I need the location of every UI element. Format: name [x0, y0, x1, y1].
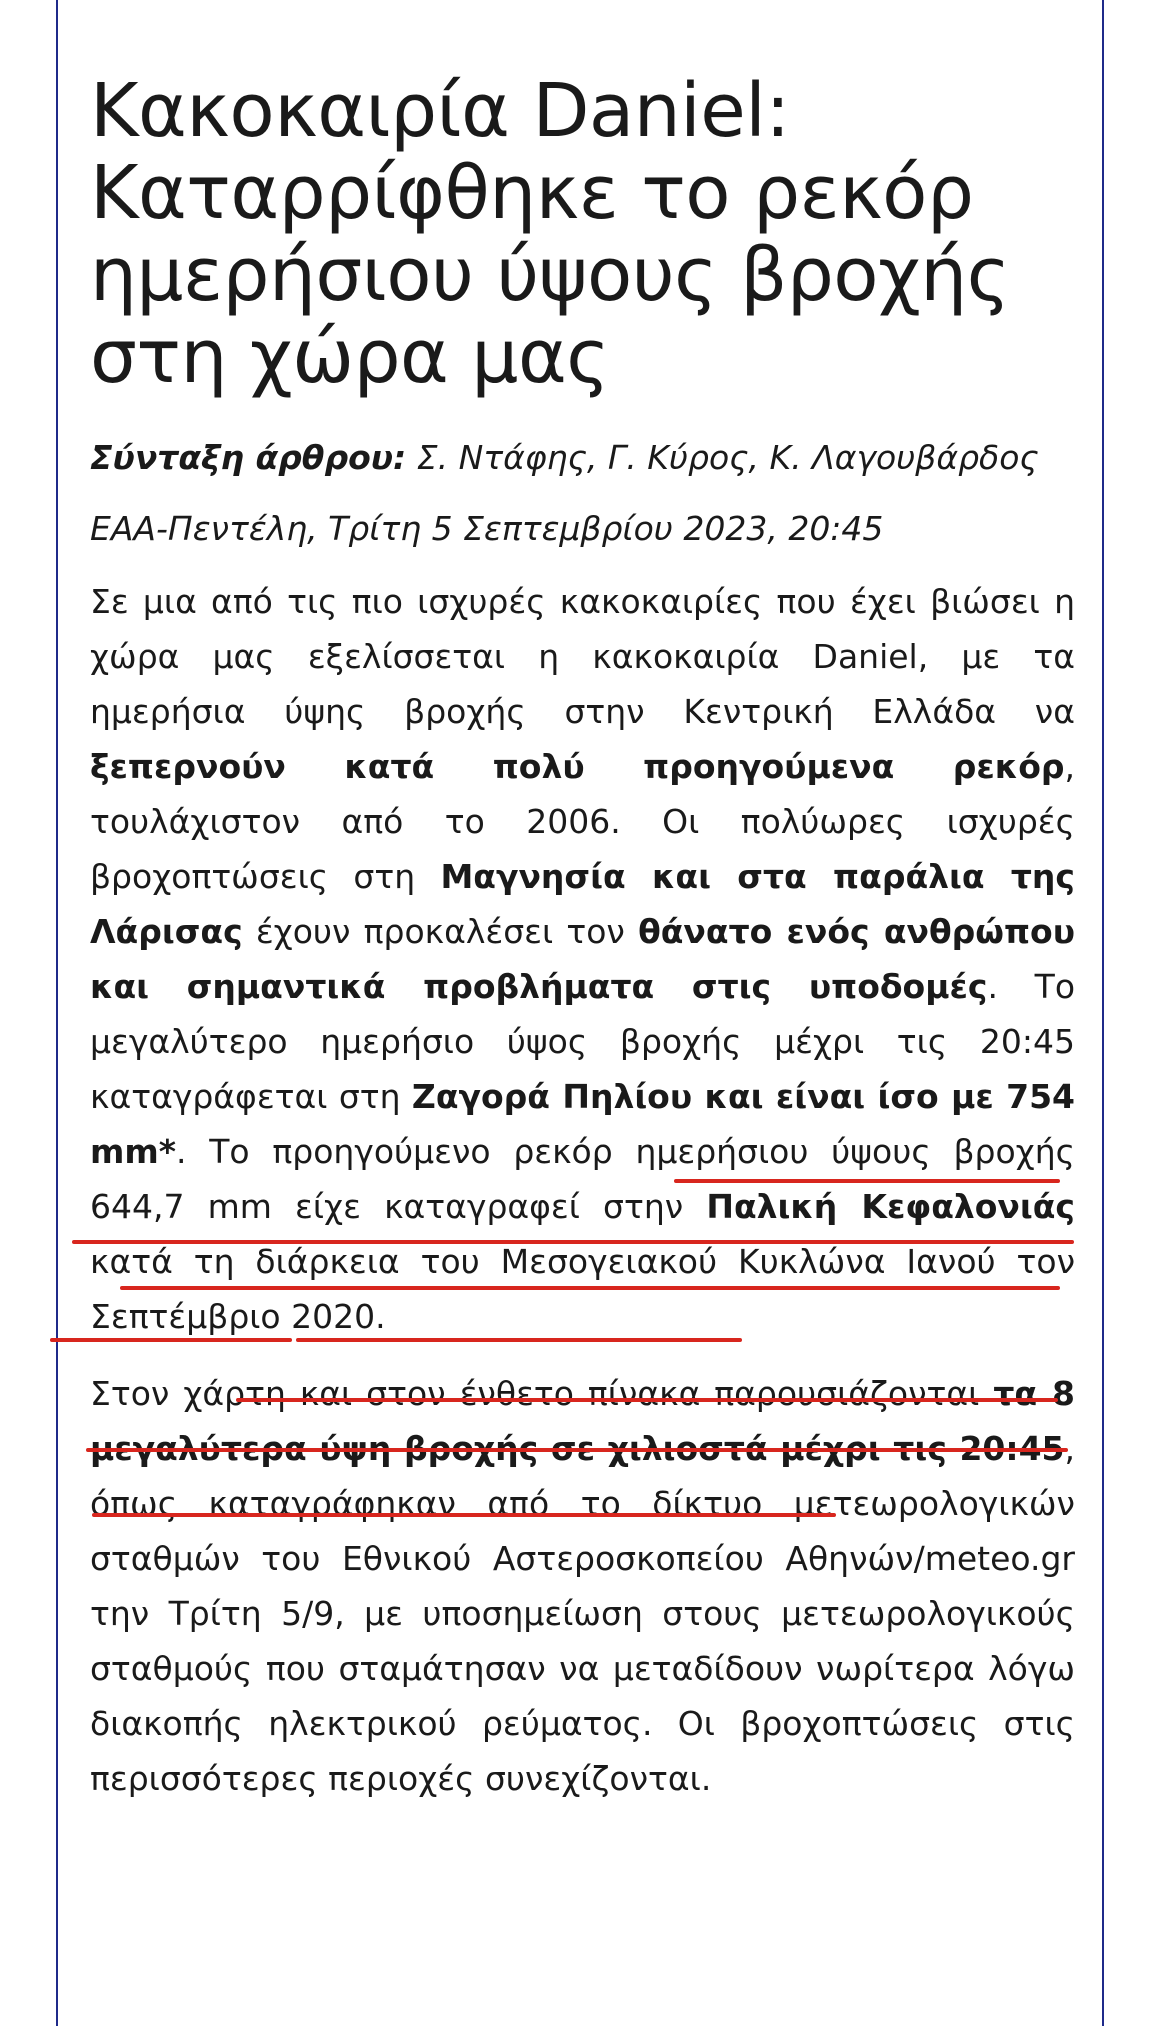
text-run: , τουλάχιστον από το 2006. Οι πολύωρες ισχυρές βροχοπτώσεις στη — [90, 747, 1075, 896]
article — [90, 70, 1075, 1806]
text-run: Στον χάρτη και στον ένθετο πίνακα παρουσιάζονται — [90, 1374, 994, 1413]
paragraph-2 — [90, 1366, 1075, 1806]
bold-run: τα 8 μεγαλύτερα ύψη βροχής σε χιλιοστά μέχρι τις 20:45 — [90, 1374, 1075, 1468]
text-run: . Το μεγαλύτερο ημερήσιο ύψος βροχής μέχρι τις 20:45 καταγράφεται στη — [90, 967, 1076, 1116]
text-run: έχουν προκαλέσει τον — [242, 912, 639, 951]
text-run: Σε μια από τις πιο ισχυρές κακοκαιρίες που έχει βιώσει η χώρα μας εξελίσσεται η κακοκαιρία Daniel, με τα ημερήσια ύψης βροχής στην Κεντρική Ελλάδα να — [90, 582, 1075, 731]
text-run: κατά τη διάρκεια του Μεσογειακού Κυκλώνα Ιανού τον Σεπτέμβριο 2020. — [90, 1242, 1075, 1336]
text-run: . Το προηγούμενο ρεκόρ ημερήσιου ύψους βροχής 644,7 mm είχε καταγραφεί στην — [90, 1132, 1075, 1226]
text-run: , όπως καταγράφηκαν από το δίκτυο μετεωρολογικών σταθμών του Εθνικού Αστεροσκοπείου Αθηνών/meteo.gr την Τρίτη 5/9, με υποσημείωση στους μετεωρολογικούς σταθμούς που σταμάτησαν να μεταδίδουν νωρίτερα λόγω διακοπής ηλεκτρικού ρεύματος. Οι βροχοπτώσεις στις περισσότερες περιοχές συνεχίζονται. — [90, 1429, 1075, 1798]
bold-run: Μαγνησία και στα παράλια της Λάρισας — [90, 857, 1075, 951]
bold-run: θάνατο ενός ανθρώπου και σημαντικά προβλήματα στις υποδομές — [90, 912, 1076, 1006]
bold-run: ξεπερνούν κατά πολύ προηγούμενα ρεκόρ — [90, 747, 1065, 786]
article-title: Κακοκαιρία Daniel: Καταρρίφθηκε το ρεκόρ ημερήσιου ύψους βροχής στη χώρα μας — [90, 68, 1010, 400]
paragraph-1 — [90, 574, 1075, 1344]
byline-label: Σύνταξη άρθρου: — [90, 438, 407, 477]
byline — [90, 432, 1075, 484]
dateline: ΕΑΑ-Πεντέλη, Τρίτη 5 Σεπτεμβρίου 2023, 20:45 — [90, 509, 884, 548]
byline-authors: Σ. Ντάφης, Γ. Κύρος, Κ. Λαγουβάρδος — [406, 438, 1039, 477]
bold-run: Ζαγορά Πηλίου και είναι ίσο με 754 mm* — [90, 1077, 1075, 1171]
bold-run: Παλική Κεφαλονιάς — [706, 1187, 1075, 1226]
